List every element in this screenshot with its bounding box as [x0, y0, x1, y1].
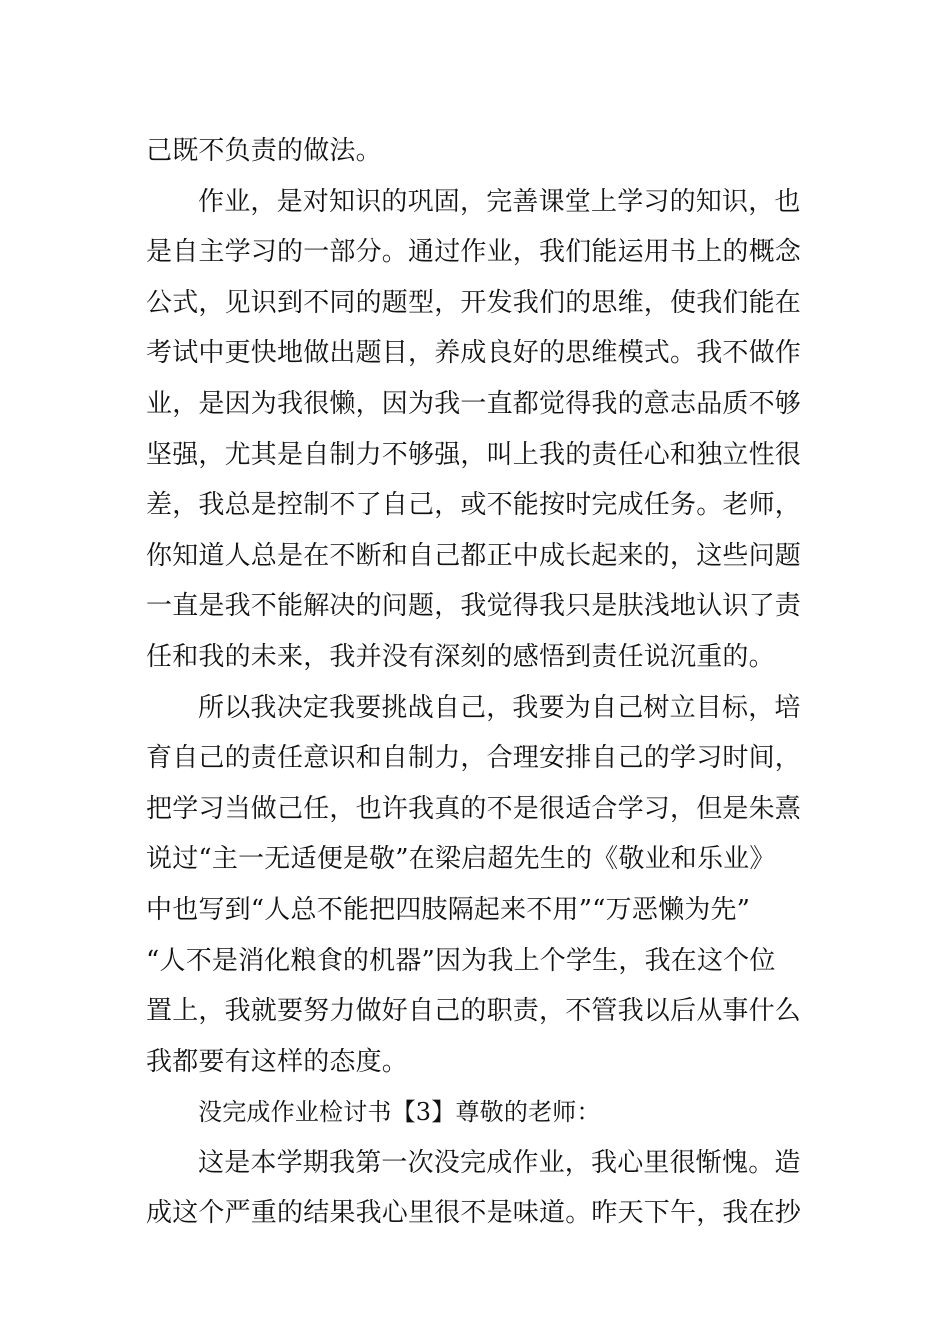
- text-line: 我都要有这样的态度。: [146, 1046, 409, 1077]
- text-line: 坚强，尤其是自制力不够强，叫上我的责任心和独立性很: [146, 439, 802, 470]
- text-line: 中也写到“人总不能把四肢隔起来不用”“万恶懒为先”: [146, 894, 751, 925]
- text-line: 业，是因为我很懒，因为我一直都觉得我的意志品质不够: [146, 388, 802, 419]
- text-line: 考试中更快地做出题目，养成良好的思维模式。我不做作: [146, 338, 802, 369]
- text-line: 所以我决定我要挑战自己，我要为自己树立目标，培: [198, 692, 801, 723]
- text-line: 一直是我不能解决的问题，我觉得我只是肤浅地认识了责: [146, 591, 802, 622]
- text-line: 作业，是对知识的巩固，完善课堂上学习的知识，也: [198, 186, 801, 217]
- text-line: 这是本学期我第一次没完成作业，我心里很惭愧。造: [198, 1147, 801, 1178]
- document-page: [146, 126, 808, 1239]
- section-heading: 没完成作业检讨书【3】尊敬的老师：: [198, 1098, 601, 1127]
- text-line: 差，我总是控制不了自己，或不能按时完成任务。老师，: [146, 490, 802, 521]
- text-line: 置上，我就要努力做好自己的职责，不管我以后从事什么: [146, 996, 802, 1027]
- text-line: “人不是消化粮食的机器”因为我上个学生，我在这个位: [146, 945, 776, 976]
- text-line: 任和我的未来，我并没有深刻的感悟到责任说沉重的。: [146, 641, 775, 672]
- text-line: 己既不负责的做法。: [146, 136, 382, 166]
- text-line: 是自主学习的一部分。通过作业，我们能运用书上的概念: [146, 237, 802, 268]
- text-line: 育自己的责任意识和自制力，合理安排自己的学习时间，: [146, 743, 802, 774]
- text-line: 成这个严重的结果我心里很不是味道。昨天下午，我在抄: [146, 1198, 802, 1229]
- text-line: 公式，见识到不同的题型，开发我们的思维，使我们能在: [146, 287, 802, 318]
- text-line: 把学习当做己任，也许我真的不是很适合学习，但是朱熹: [146, 793, 802, 824]
- text-line: 说过“主一无适便是敬”在梁启超先生的《敬业和乐业》: [146, 844, 776, 875]
- text-line: 你知道人总是在不断和自己都正中成长起来的，这些问题: [146, 540, 802, 571]
